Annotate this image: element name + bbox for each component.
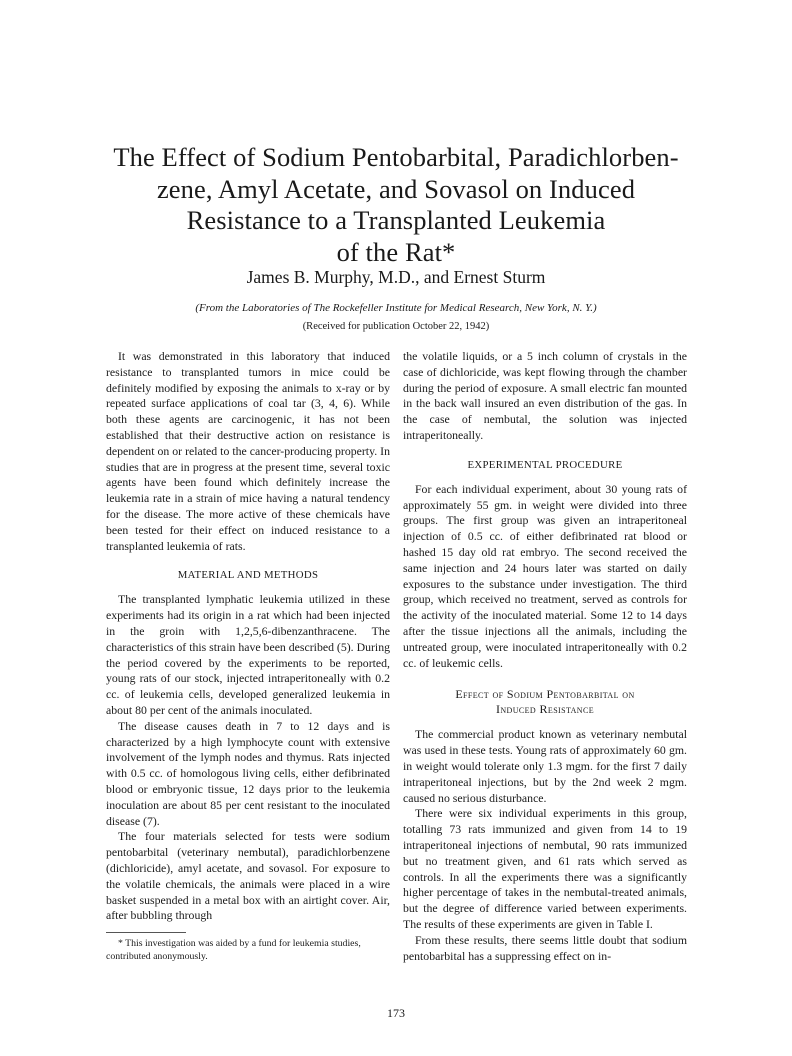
- heading-experimental-procedure: EXPERIMENTAL PROCEDURE: [467, 458, 623, 471]
- continued-paragraph: the volatile liquids, or a 5 inch column of crystals in the case of dichloricide, was kept flowing through the chamber during the period of exposure. A small electric fan mounted in the back wall insured an even distribution of the gas. In the case of nembutal, the solution was injected intraperitoneally.: [403, 349, 687, 442]
- effect-paragraph-2: There were six individual experiments in this group, totalling 73 rats immunized and given from 14 to 19 intraperitoneal injections of nembutal, 90 rats immunized but no treatment given, and 61 rats which served as controls. In all the experiments there was a significantly higher percentage of takes in the nembutal-treated animals, but the degree of difference varied between experiments. The results of these experiments are given in Table I.: [403, 806, 687, 931]
- article-title: [80, 142, 712, 268]
- right-column: [403, 349, 687, 964]
- effect-paragraph-3: From these results, there seems little doubt that sodium pentobarbital has a suppressing effect on in-: [403, 932, 687, 963]
- heading-effect-line-2: Induced Resistance: [495, 702, 594, 717]
- affiliation: (From the Laboratories of The Rockefeller Institute for Medical Research, New York, N. Y.): [195, 302, 597, 314]
- page-number: 173: [387, 1006, 405, 1020]
- title-line: zene, Amyl Acetate, and Sovasol on Induced: [156, 173, 636, 204]
- title-line: Resistance to a Transplanted Leukemia: [186, 205, 606, 235]
- methods-paragraph-2: The disease causes death in 7 to 12 days and is characterized by a high lymphocyte count with extensive involvement of the lymph nodes and thymus. Rats injected with 0.5 cc. of homologous living cells, either defibrinated blood or embryonic tissue, 12 days prior to the leukemia inoculation are about 85 per cent resistant to the inoculated disease (7).: [106, 718, 390, 828]
- received-date: (Received for publication October 22, 1942): [302, 321, 490, 332]
- footnote-rule: [106, 932, 186, 933]
- methods-paragraph-3: The four materials selected for tests were sodium pentobarbital (veterinary nembutal), paradichlorbenzene (dichloricide), amyl acetate, and sovasol. For exposure to the volatile chemicals, the animals were placed in a wire basket suspended in a metal box with an airtight cover. Air, after bubbling through: [106, 829, 390, 923]
- title-line: The Effect of Sodium Pentobarbital, Paradichlorben-: [113, 142, 679, 172]
- intro-paragraph: It was demonstrated in this laboratory that induced resistance to transplanted tumors in mice could be definitely modified by exposing the animals to x-ray or by repeated surface applications of coal tar (3, 4, 6). While both these agents are carcinogenic, it has not been established that their destructive action on resistance is dependent on or related to the cancer-producing property. In studies that are in progress at the present time, several toxic agents have been found which definitely increase the leukemia rate in a strain of mice having a natural tendency for the disease. The more active of these chemicals have been tested for their effect on induced resistance to a transplanted leukemia of rats.: [106, 349, 390, 553]
- left-column: [106, 349, 390, 963]
- procedure-paragraph: For each individual experiment, about 30 young rats of approximately 55 gm. in weight were divided into three groups. The first group was given an intraperitoneal injection of 0.5 cc. of either defibrinated rat blood or hashed 15 day old rat embryo. The second received the same injection and 24 hours later was started on daily exposures to the substance under investigation. The third group, which received no treatment, served as controls for the activity of the inoculated material. Some 12 to 14 days after the tissue injections all the animals, including the untreated group, were inoculated intraperitoneally with 0.2 cc. of leukemic cells.: [403, 481, 687, 670]
- author-line: James B. Murphy, M.D., and Ernest Sturm: [246, 267, 546, 287]
- footnote: * This investigation was aided by a fund for leukemia studies, contributed anonymously.: [106, 938, 361, 962]
- heading-effect-sodium-pentobarbital: [403, 687, 687, 717]
- methods-paragraph-1: The transplanted lymphatic leukemia utilized in these experiments had its origin in a rat which had been injected in the groin with 1,2,5,6-dibenzanthracene. The characteristics of this strain have been described (5). During the period covered by the experiments to be reported, young rats of our stock, injected intraperitoneally with 0.2 cc. of leukemia cells, developed generalized leukemia in about 80 per cent of the animals inoculated.: [106, 592, 391, 717]
- title-line: of the Rat*: [336, 236, 456, 267]
- heading-effect-line-1: Effect of Sodium Pentobarbital on: [455, 687, 635, 702]
- heading-material-methods: MATERIAL AND METHODS: [177, 569, 319, 582]
- effect-paragraph-1: The commercial product known as veterinary nembutal was used in these tests. Young rats of approximately 60 gm. in weight would tolerate only 1.3 mgm. for the first 7 daily intraperitoneal injections, but by the 2nd week 2 mgm. caused no serious disturbance.: [403, 727, 687, 805]
